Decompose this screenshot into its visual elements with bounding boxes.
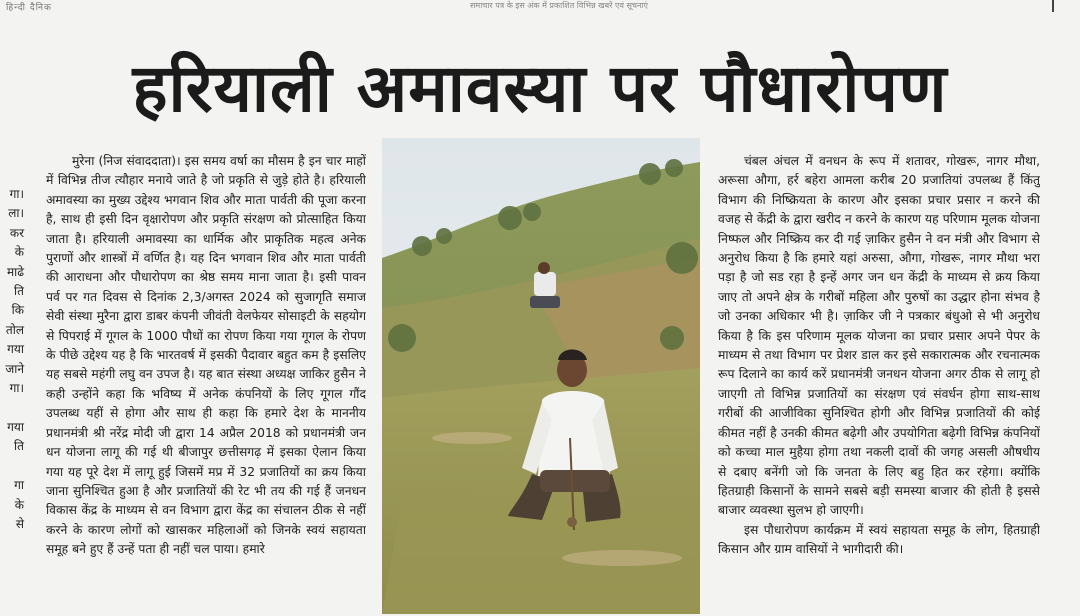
edge-fragment <box>0 398 26 417</box>
right-column-paragraph-2: इस पौधारोपण कार्यक्रम में स्वयं सहायता समूह के लोग, हितग्राही किसान और ग्राम वासियों ने भागीदारी की। <box>718 522 1040 557</box>
edge-fragment: कि <box>11 303 24 318</box>
edge-fragment: जाने <box>5 361 24 376</box>
edge-fragment: गया <box>7 342 24 357</box>
header-strip-right-text: समाचार पत्र के इस अंक में प्रकाशित विभिन्न खबरें एवं सूचनाएं <box>470 1 648 10</box>
edge-fragment: गा। <box>9 187 24 201</box>
left-edge-cut-column <box>0 185 26 605</box>
edge-fragment: गा। <box>9 381 24 396</box>
edge-fragment: के <box>14 497 24 512</box>
edge-fragment: ति <box>14 439 24 454</box>
edge-fragment: माढे <box>6 264 24 279</box>
edge-fragment: गया <box>7 419 24 434</box>
edge-fragment: के <box>14 245 24 260</box>
right-column-paragraph-1: चंबल अंचल में वनधन के रूप में शतावर, गोखरू, नागर मौथा, अरूसा औगा, हर्र बहेरा आमला करीब 20 प्रजातियां उपलब्ध हैं किंतु विभाग की निष्क्रियता के कारण और इसका प्रचार प्रसार न करने की वजह से केंद्री के द्वारा खरीद न करने के कारण यह परिणाम मूलक योजना निष्फल और निष्क्रिय कर दी गई ज़ाकिर हुसैन ने वन मंत्री और विभाग से अनुरोध किया है कि हमारे यहां अरुसा, औगा, गोखरू, नागर मौथा भरा पड़ा है जो सड रहा है इन्हें अगर जन धन केंद्री के माध्यम से क्रय किया जाए तो अपने क्षेत्र के गरीबों महिला और पुरुषों का उद्धार होना संभव है जो उनका अधिकार भी है। ज़ाकिर जी ने पत्रकार बंधुओ से भी अनुरोध किया है कि इस परिणाम मूलक योजना का प्रचार प्रसार अपने पेपर के माध्यम से तथा विभाग पर प्रेशर डाल कर इसे सकारात्मक और रचनात्मक रूप दिलाने का कार्य करें प्रधानमंत्री जनधन योजना अगर ठीक से लागू हो जाएगी तो विभिन्न प्रजातियों का संरक्षण एवं संवर्धन होगा साथ-साथ गरीबों की आजीविका सुनिश्चित होगी और विभिन्न प्रजातियों की कोई कीमत नहीं है उनकी कीमत बढ़ेगी और उपयोगिता बढ़ेगी विभिन्न कंपनियों को कच्चा माल मुहैया होगा तथा नकली दावों की जगह असली औषधीय से दबाए बनेंगी जो कि जनता के लिए बहु हित कर रहेगा। क्योंकि हितग्राही किसानों के सामने सबसे बड़ी समस्या बाजार की होती है इससे बाजार व्यवस्था सुलभ हो जाएगी। <box>718 154 1040 518</box>
headline: हरियाली अमावस्या पर पौधारोपण <box>132 50 948 127</box>
article-right-column <box>718 152 1040 616</box>
edge-fragment: गा <box>14 478 24 493</box>
plantation-photo <box>382 138 700 614</box>
header-strip-left-text: हिन्दी दैनिक <box>6 3 52 13</box>
article-left-column <box>46 152 366 616</box>
edge-fragment: कर <box>9 225 24 240</box>
page-edge-marker <box>1052 0 1054 12</box>
edge-fragment <box>0 457 26 476</box>
edge-fragment: तोल <box>5 322 24 337</box>
edge-fragment: ला। <box>8 206 24 221</box>
edge-fragment: ति <box>14 284 24 299</box>
edge-fragment: से <box>15 516 24 531</box>
left-column-paragraph: मुरेना (निज संवाददाता)। इस समय वर्षा का मौसम है इन चार माहों में विभिन्न तीज त्यौहार मनाये जाते है जो प्रकृति से जुड़े होते है। हरियाली अमावस्या का मुख्य उद्देश्य भगवान शिव और माता पार्वती की पूजा करना है, साथ ही इसी दिन वृक्षारोपण और प्रकृति संरक्षण को प्रोत्साहित किया जाता है। हरियाली अमावस्या का धार्मिक और प्राकृतिक महत्व अनेक पुराणों और शास्त्रों में वर्णित है। यह दिन भगवान शिव और माता पार्वती की आराधना और पौधारोपण का श्रेष्ठ समय माना जाता है। इसी पावन पर्व पर गत दिवस से दिनांक 2,3/अगस्त 2024 को सुजागृति समाज सेवी संस्था मुरैना द्वारा डाबर कंपनी जीवंती वेलफेयर सोसाइटी के सहयोग से पिपराई में गूगल के 1000 पौधों का रोपण किया गया गूगल के रोपण के पीछे उद्देश्य यह है कि भारतवर्ष में इसकी पैदावार बहुत कम है इसलिए यह सबसे महंगी लघु वन उपज है। यह बात संस्था अध्यक्ष जाकिर हुसैन ने कही उन्होंने कहा कि भविष्य में अनेक कंपनियों के लिए गूगल गौंद उपलब्ध यहीं से होगा और साथ ही कहा कि हमारे देश के माननीय प्रधानमंत्री श्री नरेंद्र मोदी जी द्वारा 14 अप्रैल 2018 को प्रधानमंत्री जन धन योजना लागू की गई थी बीजापुर छत्तीसगढ़ में इसका ऐलान किया गया यह पूरे देश में लागू हुई जिसमें मप्र में 32 प्रजातियों का क्रय किया जाना सुनिश्चित हुआ है और प्रजातियों की रेट भी तय की गई हैं जनधन विकास केंद्र के माध्यम से वन विभाग द्वारा केंद्र का संचालन ठीक से नहीं करने के कारण लोगों को खासकर महिलाओं को जिनके स्वयं सहायता समूह बने हुए हैं उन्हें पता ही नहीं चल पाया। हमारे <box>46 154 366 557</box>
top-header-strip <box>0 0 1080 14</box>
